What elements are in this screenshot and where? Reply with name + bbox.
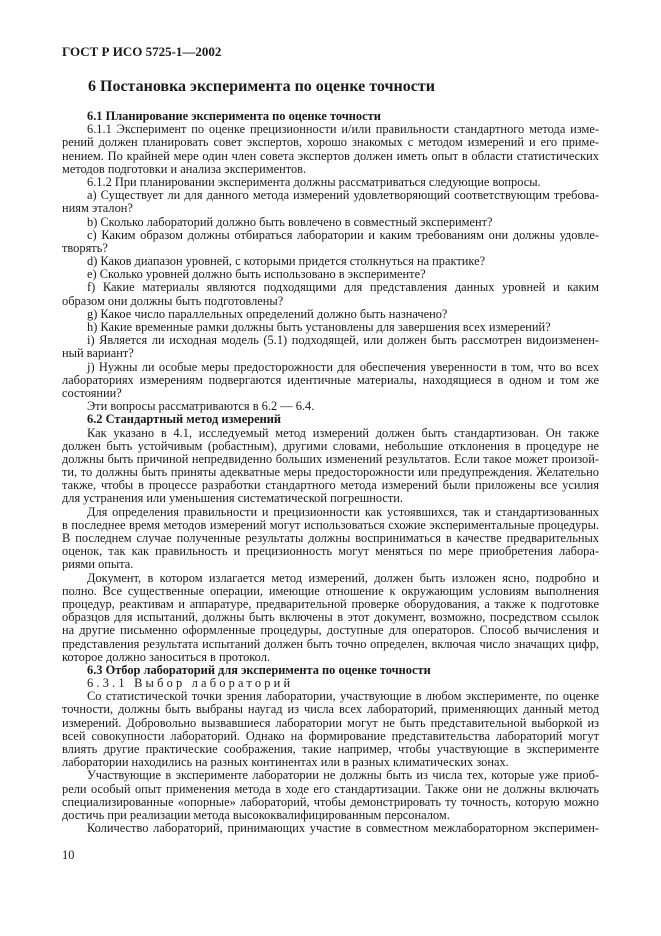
text-line: представления результата испытаний должен быть точно определен, включая число значащих цифр, [62,637,599,651]
paragraph [62,361,599,401]
text-line: нением. По крайней мере один член совета экспертов должен иметь опыт в области статистических [62,149,599,163]
paragraph [62,321,599,334]
paragraph [62,822,599,835]
text-line: 6.3 Отбор лабораторий для эксперимента по оценке точности [87,663,431,677]
text-line: риями опыта. [62,558,134,572]
paragraph [62,427,599,506]
document-body [62,110,599,835]
text-line: Количество лабораторий, принимающих участие в совместном межлабораторном эксперимен- [87,822,599,836]
text-line: для устранения или уменьшения систематической погрешности. [62,492,404,506]
text-line: также, чтобы в процессе разработки стандартного метода измерений были приложены все усилия [62,479,599,493]
text-line: должны быть причиной непредвиденно больших изменений результатов. Если такое может произой- [62,452,599,466]
text-line: В последнем случае полученные результаты должны восприниматься в качестве предварительных [62,532,599,545]
text-line: всей совокупности лабораторий. Однако на формирование представительства лабораторий могут [62,729,599,743]
text-line: ный вариант? [62,347,134,361]
text-line: j) Нужны ли особые меры предосторожности для обеспечения уверенности в том, что во всех [87,360,599,374]
text-line: точности, должны быть выбраны наугад из числа всех лабораторий, применяющих данный метод [62,703,599,717]
text-line: 6.3.1 Выбор лабораторий [87,677,294,691]
text-line: a) Существует ли для данного метода измерений удовлетворяющий соответствующим требова- [87,189,599,203]
paragraph [62,216,599,229]
text-line: оценок, так как правильность и прецизионность могут меняться по мере приобретения лабора- [62,545,599,559]
paragraph [62,506,599,572]
text-line: в последнее время методов измерений могут использоваться схожие экспериментальные процедуры. [62,518,599,532]
text-line: 6.2 Стандартный метод измерений [87,413,282,427]
paragraph [62,572,599,664]
text-line: 6.1.2 При планировании эксперимента должны рассматриваться следующие вопросы. [87,175,541,189]
text-line: Для определения правильности и прецизионности как устоявшихся, так и стандартизованных [87,505,599,519]
text-line: 6.1 Планирование эксперимента по оценке точности [87,110,381,123]
text-line: i) Является ли исходная модель (5.1) подходящей, или должен быть рассмотрен видоизменен- [87,334,599,348]
text-line: d) Каков диапазон уровней, с которыми придется столкнуться на практике? [87,255,486,269]
paragraph [62,268,599,281]
paragraph [62,189,599,215]
text-line: измерений. Добровольно вызвавшиеся лаборатории могут не быть представительной выборкой из [62,716,599,730]
text-line: лаборатории находились на разных континентах или в разных климатических зонах. [62,756,509,770]
text-line: методов подготовки и анализа экспериментов. [62,162,307,176]
text-line: Эти вопросы рассматриваются в 6.2 — 6.4. [87,400,315,414]
text-line: b) Сколько лабораторий должно быть вовлечено в совместный эксперимент? [87,215,493,229]
paragraph [62,281,599,307]
text-line: ти, то должны быть приняты адекватные меры предосторожности или предупреждения. Желательно [62,466,599,480]
text-line: ниям эталон? [62,202,133,216]
subsection-heading [62,664,599,677]
text-line: достичь при реализации метода высококвалифицированным персоналом. [62,808,450,822]
paragraph [62,255,599,268]
paragraph [62,308,599,321]
text-line: Документ, в котором излагается метод измерений, должен быть изложен ясно, подробно и [87,571,599,585]
paragraph [62,123,599,176]
text-line: образом они должны быть подготовлены? [62,294,284,308]
text-line: лабораториях измерениям подвергаются идентичные материалы, находящиеся в одном и том же [62,373,599,387]
text-line: e) Сколько уровней должно быть использовано в эксперименте? [87,268,426,282]
text-line: полно. Все существенные операции, имеющие отношение к окружающим условиям выполнения [62,584,599,598]
text-line: творять? [62,241,108,255]
paragraph [62,690,599,769]
text-line: должен быть устойчивым (робастным), другими словами, небольшие отклонения в процедуре не [62,439,599,453]
subsection-heading [62,677,599,690]
text-line: Как указано в 4.1, исследуемый метод измерений должен быть стандартизован. Он также [87,426,599,440]
paragraph [62,229,599,255]
section-title: 6 Постановка эксперимента по оценке точности [88,78,435,95]
text-line: Участвующие в эксперименте лаборатории не должны быть из числа тех, которые уже приоб- [87,769,599,783]
text-line: влиять другие практические соображения, такие например, чтобы участвующие в эксперименте [62,743,599,756]
text-line: g) Какое число параллельных определений должно быть назначено? [87,307,448,321]
text-line: 6.1.1 Эксперимент по оценке прецизионности и/или правильности стандартного метода изме- [87,123,599,137]
text-line: Со статистической точки зрения лаборатории, участвующие в любом эксперименте, по оценке [87,690,599,704]
paragraph [62,769,599,822]
text-line: образцов для испытаний, должны быть включены в этот документ, возможно, посредством ссылок [62,611,599,625]
paragraph [62,176,599,189]
subsection-heading [62,110,599,123]
text-line: на другие письменно оформленные процедуры, доступные для операторов. Способ вычисления и [62,624,599,638]
text-line: f) Какие материалы являются подходящими для представления данных уровней и каким [87,281,599,295]
text-line: h) Какие временны́е рамки должны быть установлены для завершения всех измерений? [87,321,551,334]
text-line: специализированные «опорные» лабораторий, чтобы демонстрировать ту точность, которую можно [62,795,599,809]
paragraph [62,400,599,413]
text-line: состоянии? [62,386,122,400]
text-line: рели особый опыт применения метода в ходе его стандартизации. Также они не должны включать [62,782,599,796]
text-line: рений должен планировать совет экспертов, хорошо знакомых с методом измерений и его приме- [62,136,599,150]
text-line: процедур, реактивам и аппаратуре, предварительной проверке оборудования, а также к подготовке [62,597,599,611]
paragraph [62,334,599,360]
page-number: 10 [62,848,75,862]
subsection-heading [62,413,599,426]
text-line: которое должно заноситься в протокол. [62,650,270,664]
text-line: c) Каким образом должны отбираться лаборатории и каким требованиям они должны удовле- [87,228,599,242]
document-header: ГОСТ Р ИСО 5725-1—2002 [62,44,222,59]
